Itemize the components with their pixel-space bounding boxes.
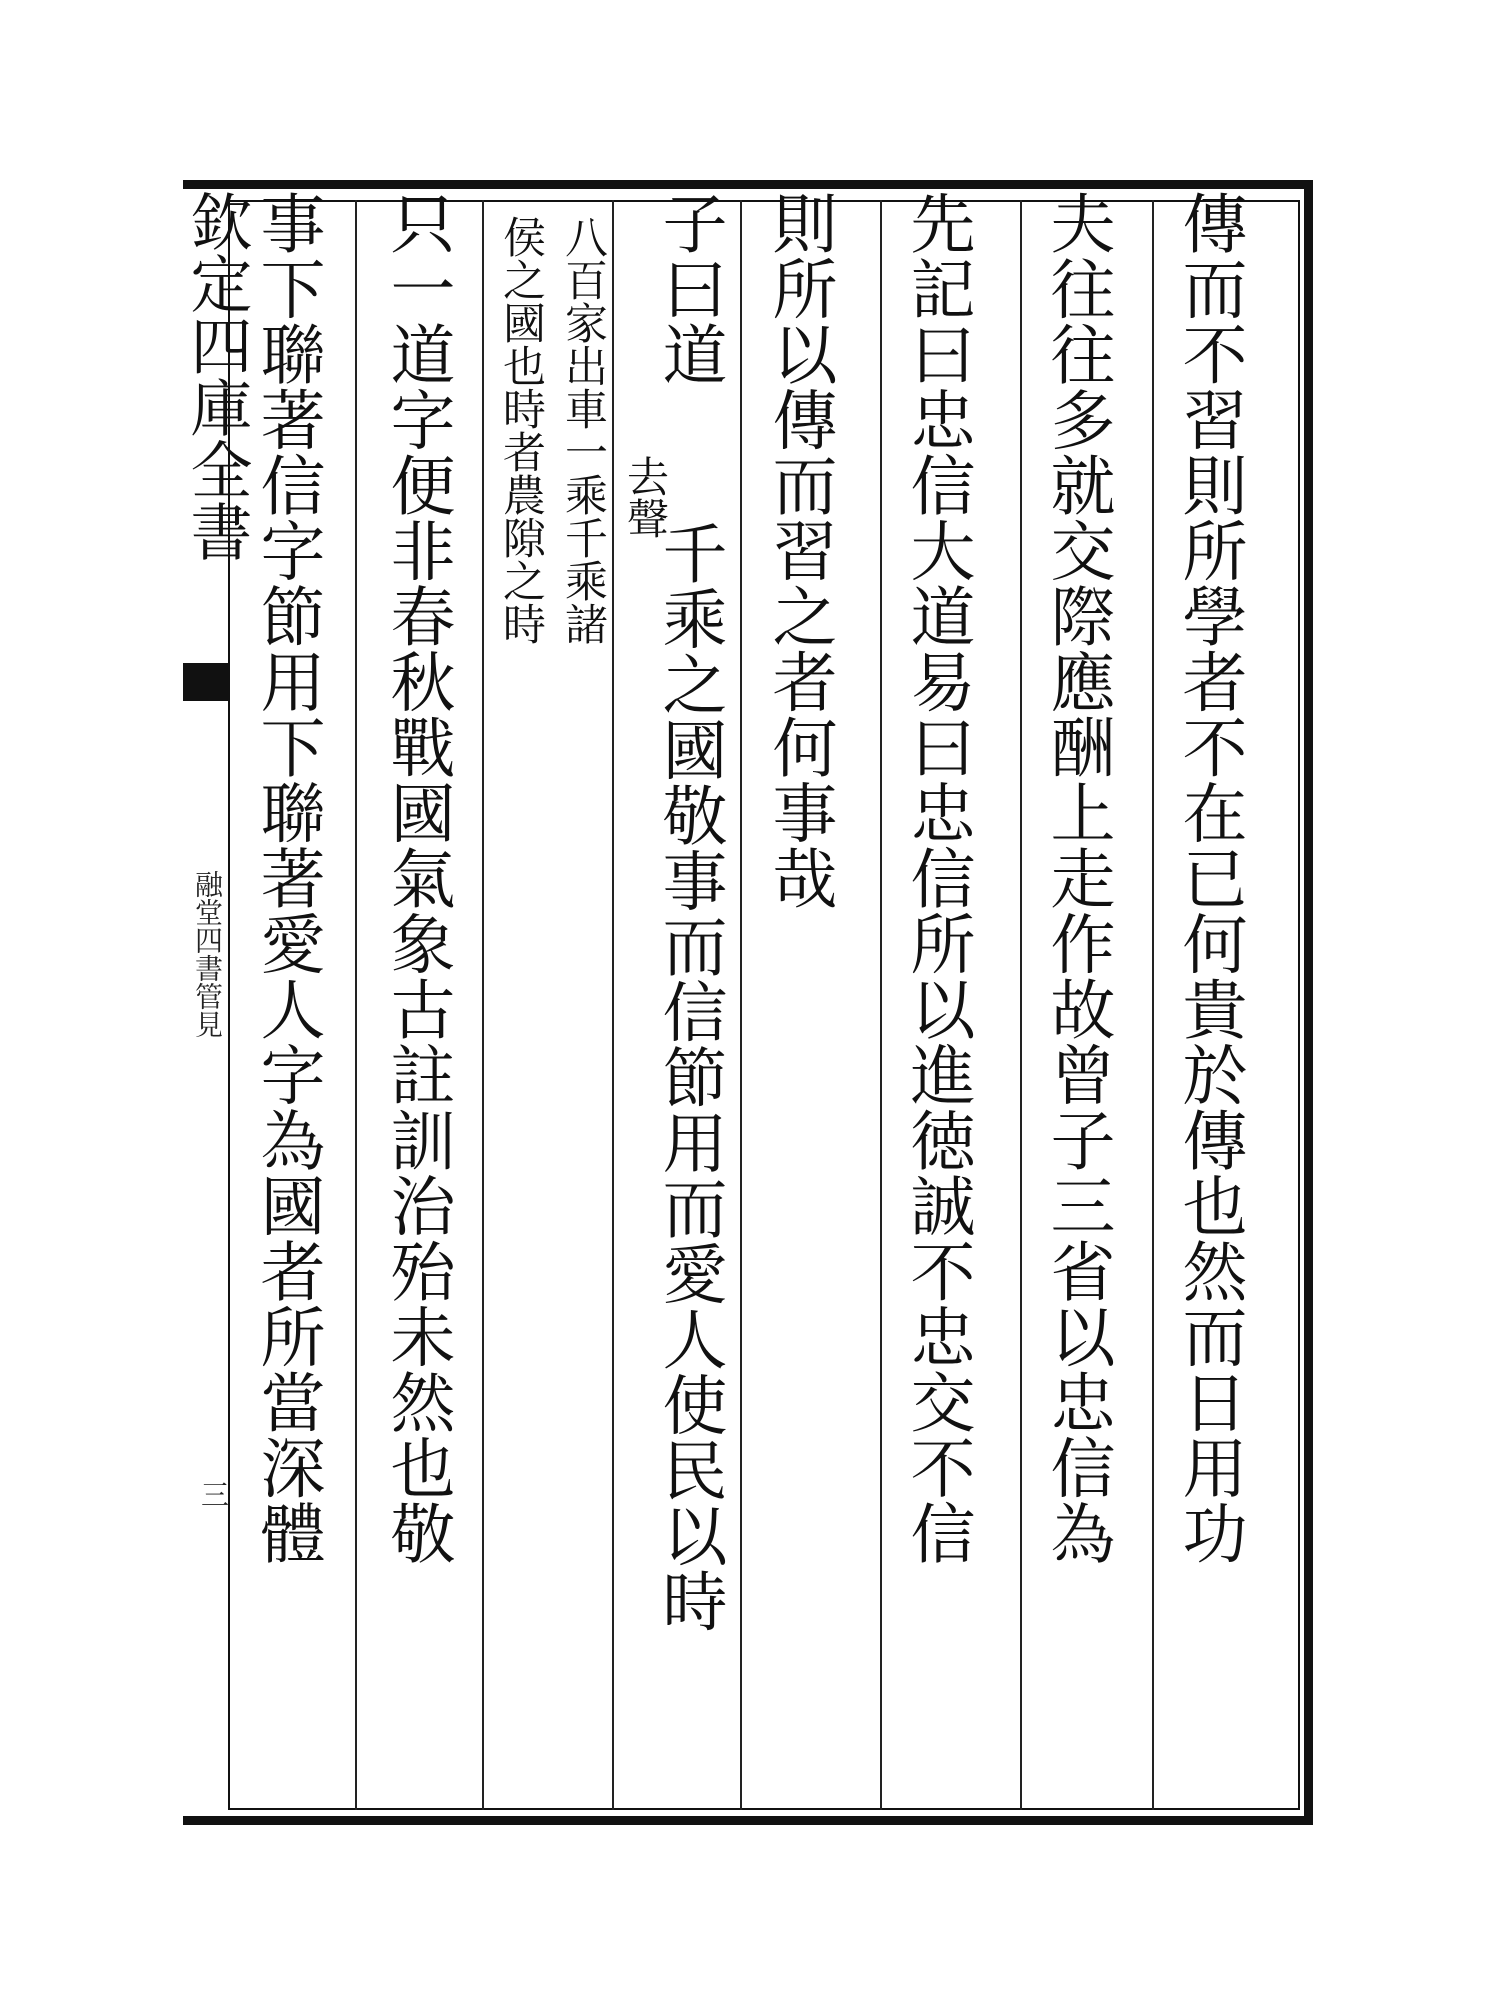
text-column-7: 事下聯著信字節用下聯著愛人字為國者所當深體 — [249, 190, 324, 1566]
book-title: 融堂四書管見 — [191, 870, 224, 1038]
column-rule — [1152, 200, 1154, 1810]
commentary-column-1: 八百家出車一乘千乘諸 — [558, 215, 608, 645]
fishtail-mark — [183, 663, 229, 701]
column-rule — [482, 200, 484, 1810]
text-column-6: 只一道字便非春秋戰國氣象古註訓治殆未然也敬 — [379, 190, 454, 1566]
column-rule — [612, 200, 614, 1810]
column-rule — [1020, 200, 1022, 1810]
column-rule — [880, 200, 882, 1810]
text-column-2: 夫往往多就交際應酬上走作故曾子三省以忠信為 — [1039, 190, 1114, 1566]
collection-title: 欽定四庫全書 — [180, 190, 253, 562]
text-column-5-start: 子曰道 — [651, 190, 726, 387]
text-column-3: 先記曰忠信大道易曰忠信所以進徳誠不忠交不信 — [899, 190, 974, 1566]
text-column-4: 則所以傳而習之者何事哉 — [761, 190, 836, 911]
text-column-5-rest: 千乘之國敬事而信節用而愛人使民以時 — [651, 520, 726, 1634]
text-column-1: 傳而不習則所學者不在已何貴於傳也然而日用功 — [1171, 190, 1246, 1566]
commentary-column-2: 侯之國也時者農隙之時 — [496, 215, 546, 645]
column-rule — [740, 200, 742, 1810]
page-number: 三 — [197, 1480, 230, 1508]
pronunciation-note: 去聲 — [621, 455, 670, 539]
column-rule — [355, 200, 357, 1810]
